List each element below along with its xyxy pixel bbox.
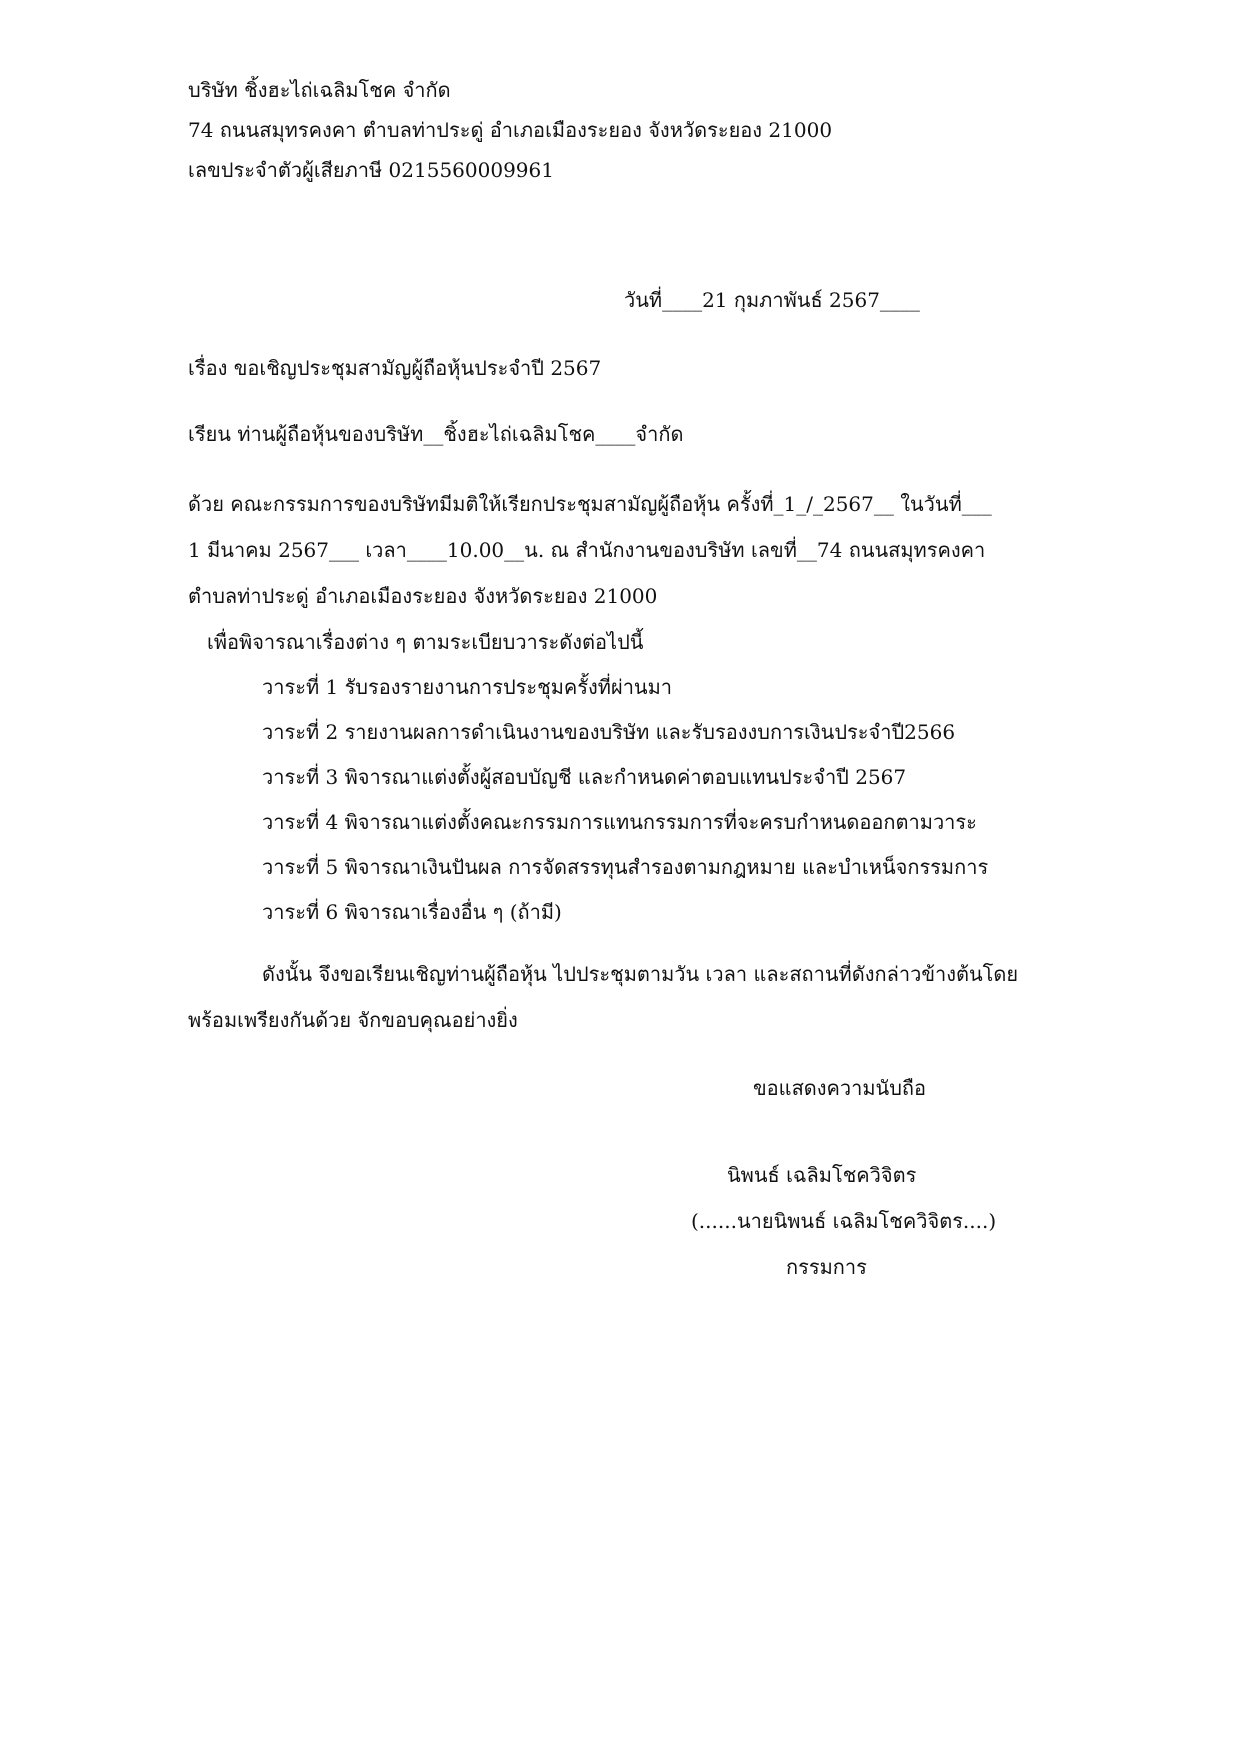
letter-subject: เรื่อง ขอเชิญประชุมสามัญผู้ถือหุ้นประจำปี 2567 <box>188 356 602 380</box>
agenda-item-3: วาระที่ 3 พิจารณาแต่งตั้งผู้สอบบัญชี และกำหนดค่าตอบแทนประจำปี 2567 <box>262 765 907 789</box>
signer-position: กรรมการ <box>786 1255 867 1279</box>
signer-printed-name: (......นายนิพนธ์ เฉลิมโชควิจิตร....) <box>691 1209 997 1233</box>
tax-id: เลขประจำตัวผู้เสียภาษี 0215560009961 <box>188 158 554 182</box>
agenda-intro: เพื่อพิจารณาเรื่องต่าง ๆ ตามระเบียบวาระดังต่อไปนี้ <box>207 630 644 654</box>
closing-line-1: ดังนั้น จึงขอเรียนเชิญท่านผู้ถือหุ้น ไปประชุมตามวัน เวลา และสถานที่ดังกล่าวข้างต้นโดย <box>262 962 1019 986</box>
body-line-1: ด้วย คณะกรรมการของบริษัทมีมติให้เรียกประชุมสามัญผู้ถือหุ้น ครั้งที่_1_/_2567__ ในวันที่___ <box>188 492 992 516</box>
closing-regards: ขอแสดงความนับถือ <box>753 1076 927 1100</box>
agenda-item-6: วาระที่ 6 พิจารณาเรื่องอื่น ๆ (ถ้ามี) <box>262 900 562 924</box>
company-address: 74 ถนนสมุทรคงคา ตำบลท่าประดู่ อำเภอเมืองระยอง จังหวัดระยอง 21000 <box>188 118 833 142</box>
closing-line-2: พร้อมเพรียงกันด้วย จักขอบคุณอย่างยิ่ง <box>188 1008 518 1032</box>
body-line-2: 1 มีนาคม 2567___ เวลา____10.00__น. ณ สำนักงานของบริษัท เลขที่__74 ถนนสมุทรคงคา <box>188 538 986 562</box>
agenda-item-2: วาระที่ 2 รายงานผลการดำเนินงานของบริษัท และรับรองงบการเงินประจำปี2566 <box>262 720 956 744</box>
letter-salutation: เรียน ท่านผู้ถือหุ้นของบริษัท__ชิ้งฮะไถ่เฉลิมโชค____จำกัด <box>188 422 684 446</box>
agenda-item-5: วาระที่ 5 พิจารณาเงินปันผล การจัดสรรทุนสำรองตามกฎหมาย และบำเหน็จกรรมการ <box>262 855 989 879</box>
agenda-item-1: วาระที่ 1 รับรองรายงานการประชุมครั้งที่ผ่านมา <box>262 675 673 699</box>
signature: นิพนธ์ เฉลิมโชควิจิตร <box>727 1163 917 1187</box>
agenda-item-4: วาระที่ 4 พิจารณาแต่งตั้งคณะกรรมการแทนกรรมการที่จะครบกำหนดออกตามวาระ <box>262 810 977 834</box>
company-name: บริษัท ชิ้งฮะไถ่เฉลิมโชค จำกัด <box>188 78 451 102</box>
letter-date: วันที่____21 กุมภาพันธ์ 2567____ <box>624 288 920 312</box>
body-line-3: ตำบลท่าประดู่ อำเภอเมืองระยอง จังหวัดระยอง 21000 <box>188 584 658 608</box>
